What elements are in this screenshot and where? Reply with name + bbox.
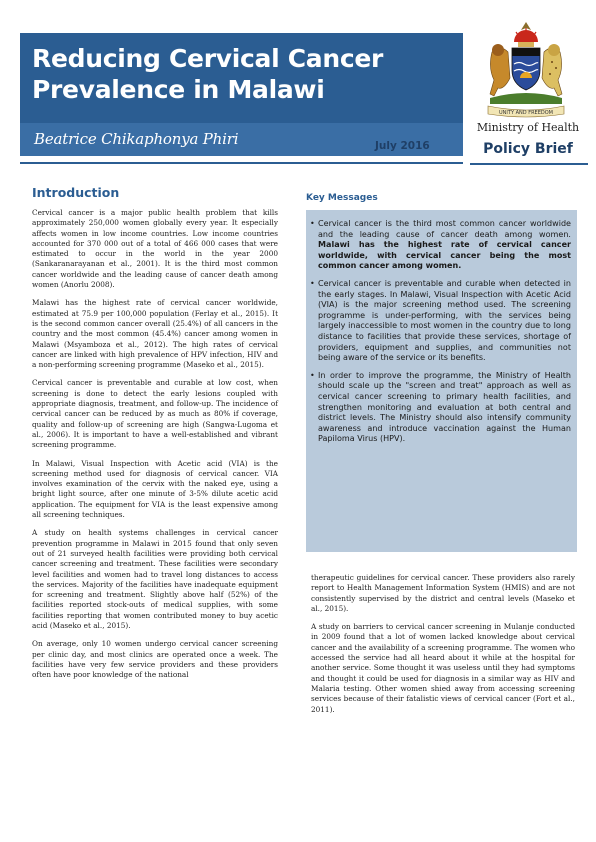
page-title xyxy=(20,33,463,105)
introduction-section xyxy=(32,185,278,688)
continued-text xyxy=(311,573,575,723)
bullet-icon: • xyxy=(310,370,315,380)
document-type: Policy Brief xyxy=(483,141,573,157)
key-messages-box xyxy=(306,210,577,552)
paragraph: Cervical cancer is a major public health problem that kills approximately 250,000 women globally every year. It especially affects women in low income countries. Low income countries accounted for 370 000 out of a total of 466 000 cases that were estimated to occur in the world in the year 2000 (Sankaranarayanan et al., 2001). It is the third most common cancer worldwide and the leading cause of cancer death among women (Anorlu 2008). xyxy=(32,208,278,290)
paragraph: In Malawi, Visual Inspection with Acetic acid (VIA) is the screening method used for diagnosis of cervical cancer. VIA involves examination of the cervix with the naked eye, using a bright light source, after one minute of 3-5% dilute acetic acid application. The equipment for VIA is the least expensive among all screening techniques. xyxy=(32,458,278,520)
ministry-name: Ministry of Health xyxy=(476,121,580,134)
paragraph: Cervical cancer is preventable and curable at low cost, when screening is done to detect the early lesions coupled with appropriate diagnosis, treatment, and follow-up. The incidence of cervical cancer can be reduced by as much as 80% if coverage, quality and follow-up of screening are high (Sangwa-Lugoma et al., 2006). It is important to have a well-established and vibrant screening programme. xyxy=(32,378,278,450)
title-line-1: Reducing Cervical Cancer xyxy=(32,44,384,73)
coat-of-arms-icon xyxy=(478,18,574,120)
divider xyxy=(470,163,588,165)
key-message-text: Cervical cancer is the third most common cancer worldwide and the leading cause of cancer death among women. xyxy=(318,219,571,239)
paragraph: A study on health systems challenges in cervical cancer prevention programme in Malawi in 2015 found that only seven out of 21 surveyed health facilities were providing both cervical cancer screening and treatment. These facilities were secondary level facilities and women had to travel long distances to access the services. Majority of the facilities have inadequate equipment for screening and treatment. Slightly above half (52%) of the facilities reported stock-outs of medical supplies, with some facilities reporting that women contributed money to buy acetic acid (Maseko et al., 2015). xyxy=(32,528,278,630)
divider xyxy=(20,162,463,164)
key-message-item xyxy=(310,219,571,272)
key-message-text: Cervical cancer is preventable and curable when detected in the early stages. In Malawi, Visual Inspection with Acetic Acid (VIA) is the major screening method used. The screening programme is under-performing, with the services being largely inaccessible to most women in the country due to long distance to facilities that provide these services, shortage of providers, equipment and supplies, and communities not being aware of the service or its benefits. xyxy=(318,278,571,363)
title-line-2: Prevalence in Malawi xyxy=(32,75,325,104)
publication-date: July 2016 xyxy=(375,140,430,152)
key-message-emphasis: Malawi has the highest rate of cervical cancer worldwide, with cervical cancer being the most common cancer among women. xyxy=(318,240,571,271)
paragraph: A study on barriers to cervical cancer screening in Mulanje conducted in 2009 found that a lot of women lacked knowledge about cervical cancer and the availability of a screening programme. The women who accessed the service had all heard about it while at the hospital for another service. Some thought it was useless until they had symptoms and thought it could be used for diagnosis in a similar way as HIV and Malaria testing. Other women shied away from accessing screening services because of their fatalistic views of cervical cancer (Fort et al., 2011). xyxy=(311,622,575,714)
bullet-icon: • xyxy=(310,278,315,288)
key-messages-heading: Key Messages xyxy=(306,193,378,203)
paragraph: Malawi has the highest rate of cervical cancer worldwide, estimated at 75.9 per 100,000 population (Ferlay et al., 2015). It is the second common cancer overall (25.4%) of all cancers in the country and the most common (45.4%) cancer among women in Malawi (Msyamboza et al., 2012). The high rates of cervical cancer are linked with high prevalence of HPV infection, HIV and a non-performing screening programme (Maseko et al., 2015). xyxy=(32,298,278,370)
key-message-text: In order to improve the programme, the Ministry of Health should scale up the "screen and treat" approach as well as cervical cancer screening to primary health facilities, and strengthen monitoring and evaluation at both central and district levels. The Ministry should also intensify community awareness and introduce vaccination against the Human Papiloma Virus (HPV). xyxy=(318,370,571,444)
title-banner xyxy=(20,33,463,123)
paragraph: On average, only 10 women undergo cervical cancer screening per clinic day, and most clinics are operated once a week. The facilities have very few service providers and these providers often have poor knowledge of the national xyxy=(32,639,278,680)
header xyxy=(0,0,465,167)
author-name: Beatrice Chikaphonya Phiri xyxy=(34,130,239,148)
key-message-item xyxy=(310,279,571,364)
section-heading: Introduction xyxy=(32,185,120,200)
bullet-icon: • xyxy=(310,219,315,228)
motto-text: UNITY AND FREEDOM xyxy=(499,110,553,116)
paragraph: therapeutic guidelines for cervical cancer. These providers also rarely report to Health Management Information System (HMIS) and are not consistently supervised by the district and central levels (Maseko et al., 2015). xyxy=(311,573,575,613)
key-message-item xyxy=(310,371,571,445)
